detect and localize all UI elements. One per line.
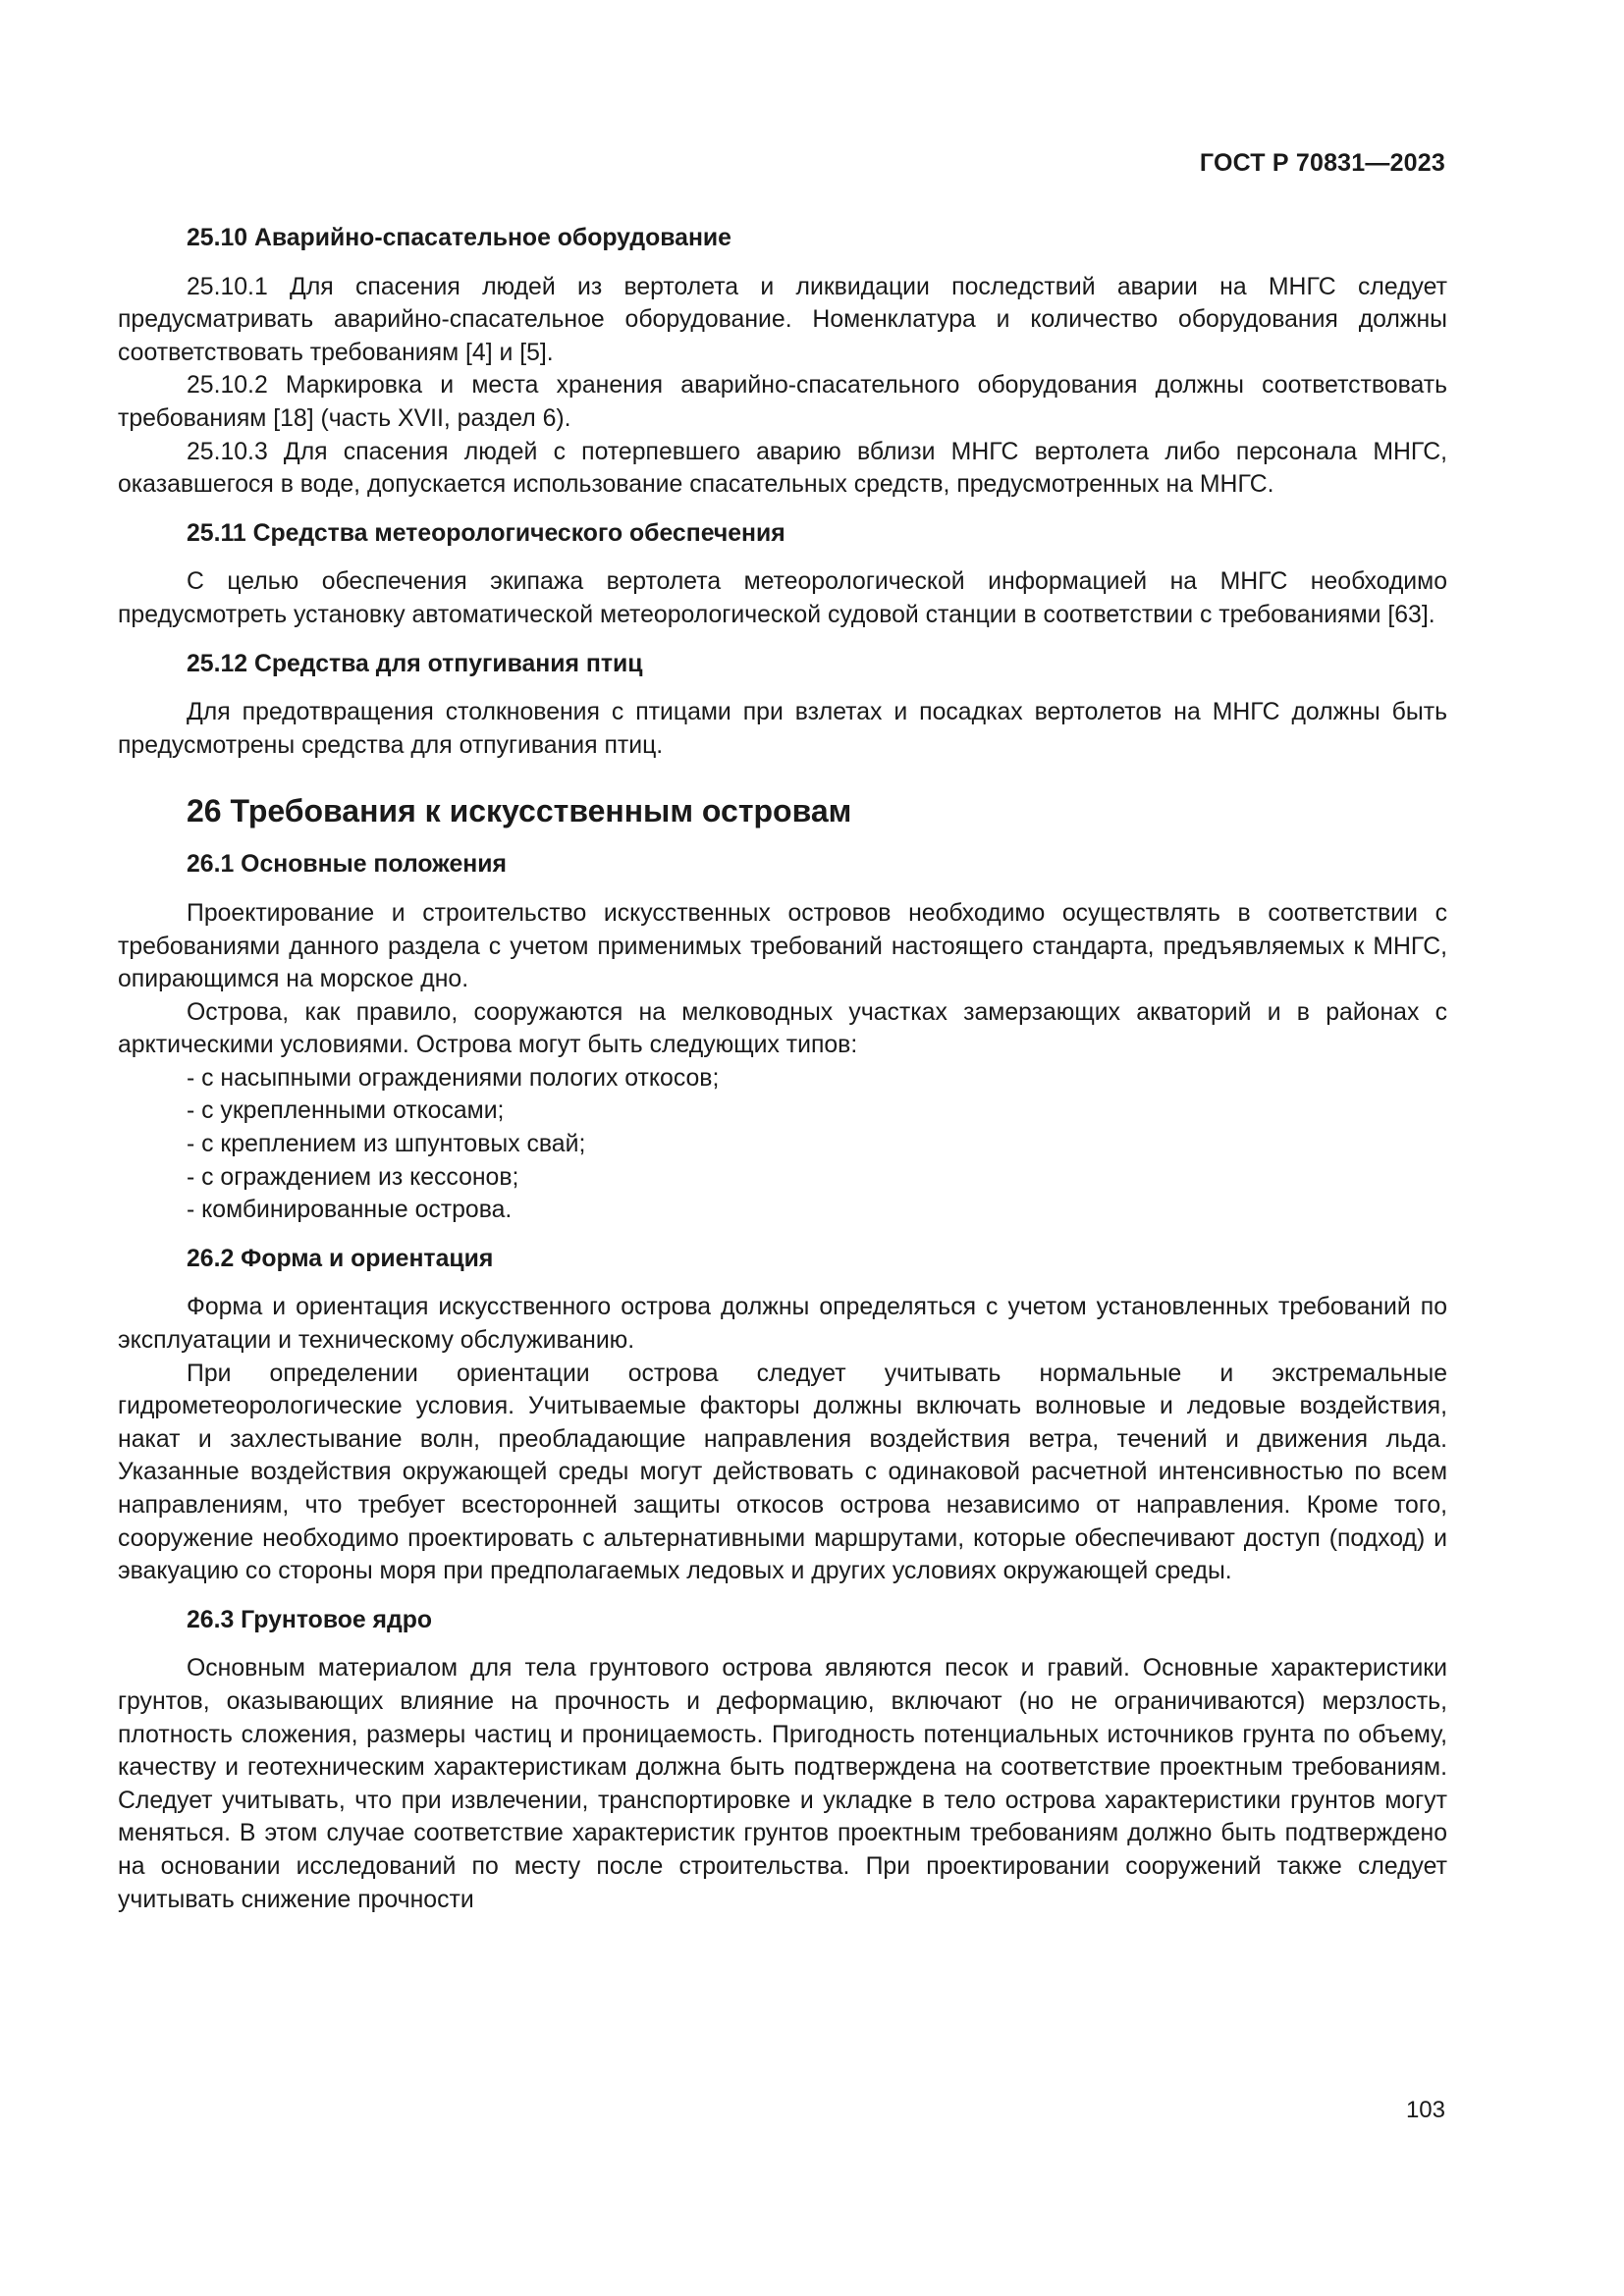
paragraph-25-11: С целью обеспечения экипажа вертолета метеорологической информацией на МНГС необходимо предусмотреть установку автоматической метеорологической судовой станции в соответствии с требованиями [63]. [118, 568, 1447, 628]
section-26-3-title: 26.3 Грунтовое ядро [187, 1606, 433, 1633]
island-types-list [118, 1062, 1447, 1227]
list-item: - комбинированные острова. [187, 1197, 513, 1224]
section-26-title: 26 Требования к искусственным островам [187, 793, 852, 829]
paragraph-26-1-1: Проектирование и строительство искусственных островов необходимо осуществлять в соответствии с требованиями данного раздела с учетом применимых требований настоящего стандарта, предъявляемых к МНГС, опирающимся на морское дно. [118, 899, 1447, 993]
document-code: ГОСТ Р 70831—2023 [1199, 149, 1445, 177]
paragraph-26-2-1: Форма и ориентация искусственного острова должны определяться с учетом установленных требований по эксплуатации и техническому обслуживанию. [118, 1294, 1447, 1355]
section-26-2-title: 26.2 Форма и ориентация [187, 1245, 494, 1272]
section-26-1-title: 26.1 Основные положения [187, 851, 507, 879]
section-25-11-title: 25.11 Средства метеорологического обеспечения [187, 519, 785, 547]
paragraph-26-2-2: При определении ориентации острова следует учитывать нормальные и экстремальные гидрометеорологические условия. Учитываемые факторы должны включать волновые и ледовые воздействия, накат и захлестывание волн, преобладающие направления воздействия ветра, течений и движения льда. Указанные воздействия окружающей среды могут действовать с одинаковой расчетной интенсивностью по всем направлениям, что требует всесторонней защиты откосов острова независимо от направления. Кроме того, сооружение необходимо проектировать с альтернативными маршрутами, которые обеспечивают доступ (подход) и эвакуацию со стороны моря при предполагаемых ледовых и других условиях окружающей среды. [118, 1360, 1447, 1585]
list-item: - с ограждением из кессонов; [187, 1163, 519, 1191]
page-content [118, 222, 1447, 1916]
paragraph-25-10-1: 25.10.1 Для спасения людей из вертолета и ликвидации последствий аварии на МНГС следует предусматривать аварийно-спасательное оборудование. Номенклатура и количество оборудования должны соответствовать требованиям [4] и [5]. [118, 273, 1447, 366]
list-item: - с креплением из шпунтовых свай; [187, 1131, 586, 1158]
paragraph-25-10-3: 25.10.3 Для спасения людей с потерпевшего аварию вблизи МНГС вертолета либо персонала МНГС, оказавшегося в воде, допускается использование спасательных средств, предусмотренных на МНГС. [118, 438, 1447, 499]
page-number: 103 [1405, 2097, 1445, 2123]
paragraph-26-3-1: Основным материалом для тела грунтового острова являются песок и гравий. Основные характеристики грунтов, оказывающих влияние на прочность и деформацию, включают (но не ограничиваются) мерзлость, плотность сложения, размеры частиц и проницаемость. Пригодность потенциальных источников грунта по объему, качеству и геотехническим характеристикам должна быть подтверждена на соответствие проектным требованиям. Следует учитывать, что при извлечении, транспортировке и укладке в тело острова характеристики грунтов могут меняться. В этом случае соответствие характеристик грунтов проектным требованиям должно быть подтверждено на основании исследований по месту после строительства. При проектировании сооружений также следует учитывать снижение прочности [118, 1655, 1447, 1913]
section-25-12-title: 25.12 Средства для отпугивания птиц [187, 650, 643, 677]
list-item: - с укрепленными откосами; [187, 1097, 505, 1125]
paragraph-25-12: Для предотвращения столкновения с птицами при взлетах и посадках вертолетов на МНГС должны быть предусмотрены средства для отпугивания птиц. [118, 699, 1447, 759]
paragraph-25-10-2: 25.10.2 Маркировка и места хранения аварийно-спасательного оборудования должны соответствовать требованиям [18] (часть XVII, раздел 6). [118, 372, 1447, 432]
paragraph-26-1-2: Острова, как правило, сооружаются на мелководных участках замерзающих акваторий и в районах с арктическими условиями. Острова могут быть следующих типов: [118, 998, 1447, 1059]
list-item: - с насыпными ограждениями пологих откосов; [187, 1064, 720, 1092]
section-25-10-title: 25.10 Аварийно-спасательное оборудование [187, 225, 731, 251]
